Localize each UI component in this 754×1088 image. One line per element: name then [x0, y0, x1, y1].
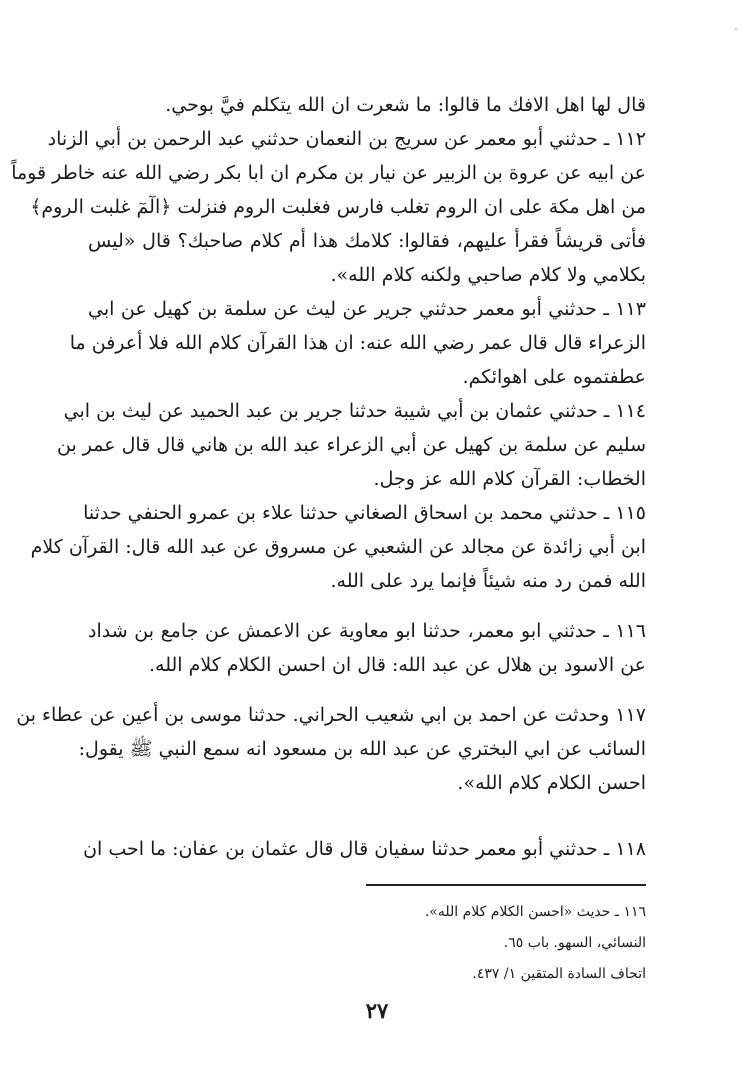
footnote-line: اتحاف السادة المتقين ١/ ٤٣٧. — [472, 966, 646, 982]
text-line: قال لها اهل الافك ما قالوا: ما شعرت ان الله يتكلم فيَّ بوحي. — [165, 94, 646, 116]
page-number: ٢٧ — [365, 998, 389, 1023]
text-line: من اهل مكة على ان الروم تغلب فارس فغلبت الروم فنزلت ﴿الٓمٓ غلبت الروم﴾ — [30, 196, 646, 218]
text-line: الزعراء قال قال عمر رضي الله عنه: ان هذا القرآن كلام الله فلا أعرفن ما — [69, 332, 646, 354]
text-line: ١١٦ ـ حدثني ابو معمر، حدثنا ابو معاوية عن الاعمش عن جامع بن شداد — [88, 620, 646, 642]
text-line: الله فمن رد منه شيئاً فإنما يرد على الله. — [330, 570, 646, 592]
text-line: عن الاسود بن هلال عن عبد الله: قال ان احسن الكلام كلام الله. — [148, 654, 646, 676]
scan-speck — [735, 28, 737, 30]
footnote-line: ١١٦ ـ حديث «احسن الكلام كلام الله». — [424, 904, 646, 920]
text-line: الخطاب: القرآن كلام الله عز وجل. — [373, 468, 646, 490]
text-line: ١١٧ وحدثت عن احمد بن ابي شعيب الحراني. حدثنا موسى بن أعين عن عطاء بن — [16, 704, 646, 726]
main-text-block — [11, 88, 646, 866]
text-line: عطفتموه على اهوائكم. — [462, 366, 646, 388]
text-line: ١١٣ ـ حدثني أبو معمر حدثني جرير عن ليث عن سلمة بن كهيل عن ابي — [88, 298, 646, 320]
text-line: ١١٥ ـ حدثني محمد بن اسحاق الصغاني حدثنا علاء بن عمرو الحنفي حدثنا — [83, 502, 646, 524]
text-line: ١١٤ ـ حدثني عثمان بن أبي شيبة حدثنا جرير بن عبد الحميد عن ليث بن ابي — [63, 400, 646, 422]
text-line: سليم عن سلمة بن كهيل عن أبي الزعراء عبد الله بن هاني قال قال عمر بن — [56, 434, 646, 456]
footnotes — [246, 897, 646, 990]
text-line: بكلامي ولا كلام صاحبي ولكنه كلام الله». — [330, 264, 646, 286]
footnote-separator — [366, 884, 646, 886]
text-line: ١١٢ ـ حدثني أبو معمر عن سريج بن النعمان حدثني عبد الرحمن بن أبي الزناد — [47, 128, 646, 150]
footnote-line: النسائي، السهو. باب ٦٥. — [503, 935, 646, 951]
text-line: عن ابيه عن عروة بن الزبير عن نيار بن مكرم ان ابا بكر رضي الله عنه خاطر قوماً — [11, 162, 646, 184]
text-line: السائب عن ابي البختري عن عبد الله بن مسعود انه سمع النبي ﷺ يقول: — [78, 738, 646, 760]
text-line: ابن أبي زائدة عن مجالد عن الشعبي عن مسروق عن عبد الله قال: القرآن كلام — [30, 536, 646, 558]
text-line: احسن الكلام كلام الله». — [457, 772, 646, 794]
text-line: فأتى قريشاً فقرأ عليهم، فقالوا: كلامك هذا أم كلام صاحبك؟ قال «ليس — [88, 230, 646, 252]
text-line: ١١٨ ـ حدثني أبو معمر حدثنا سفيان قال قال عثمان بن عفان: ما احب ان — [83, 838, 646, 860]
